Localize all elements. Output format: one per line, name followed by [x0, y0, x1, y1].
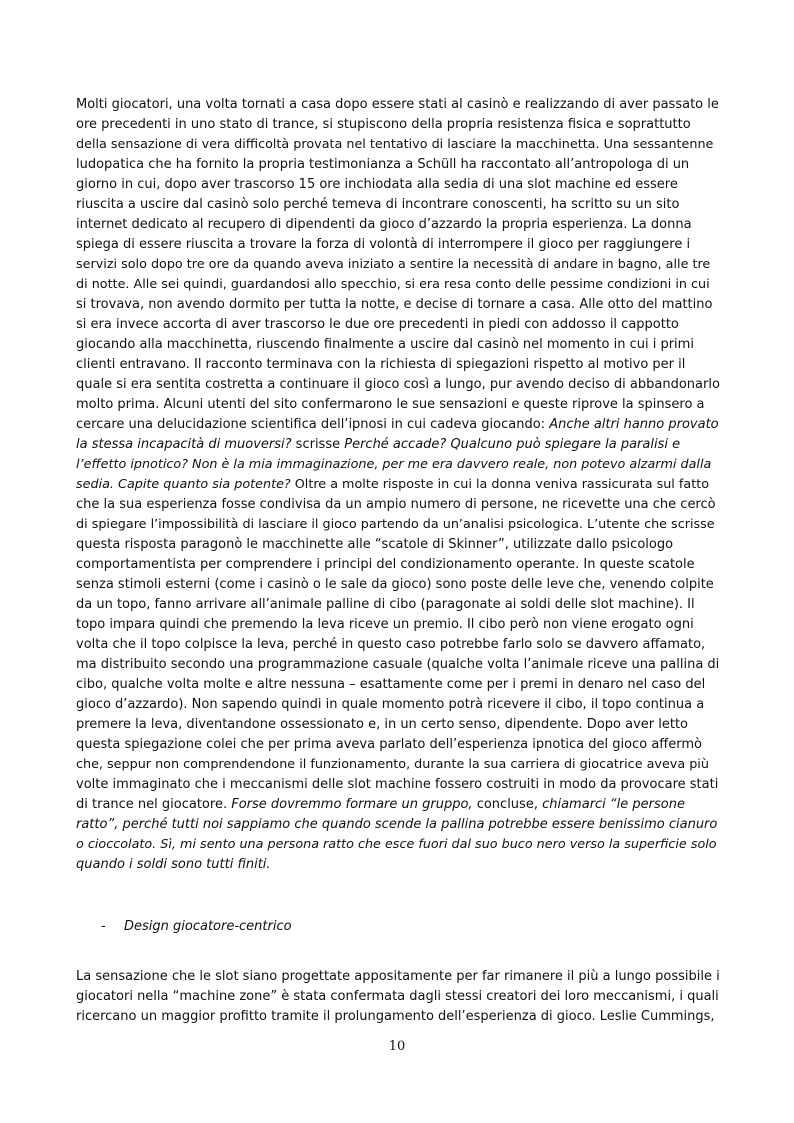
text-run: Oltre a molte risposte in cui la donna veniva rassicurata sul fatto [290, 477, 710, 492]
body-paragraph-2 [76, 967, 720, 1027]
text-run: cercare una delucidazione scientifica dell’ipnosi in cui cadeva giocando: [76, 417, 550, 432]
body-paragraph-1 [76, 95, 720, 875]
text-line: questa risposta paragonò le macchinette alle “scatole di Skinner”, utilizzate dallo psicologo [76, 537, 674, 552]
text-line: di notte. Alle sei quindi, guardandosi allo specchio, si era resa conto delle pessime condizioni in cui [76, 277, 710, 292]
text-line: da un topo, fanno arrivare all’animale palline di cibo (paragonate ai soldi delle slot machine). Il [76, 597, 695, 612]
quote-run: ratto”, perché tutti noi sappiamo che quando scende la pallina potrebbe essere benissimo cianuro [76, 817, 718, 832]
text-line: comportamentista per comprendere i principi del condizionamento operante. In queste scatole [76, 557, 695, 572]
text-line: internet dedicato al recupero di dipendenti da gioco d’azzardo la propria esperienza. La donna [76, 217, 692, 232]
text-line: di spiegare l’impossibilità di lasciare il gioco partendo da un’analisi psicologica. L’utente che scrisse [76, 517, 715, 532]
section-heading-text: Design giocatore-centrico [124, 919, 292, 934]
section-heading [101, 917, 292, 937]
quote-run: l’effetto ipnotico? Non è la mia immaginazione, per me era davvero reale, non potevo alzarmi dalla [76, 457, 712, 472]
quote-run: sedia. Capite quanto sia potente? [76, 477, 291, 492]
text-line: che la sua esperienza fosse condivisa da un ampio numero di persone, ne ricevette una che cercò [76, 497, 716, 512]
text-line: Molti giocatori, una volta tornati a casa dopo essere stati al casinò e realizzando di aver passato le [76, 97, 719, 112]
text-line: quale si era sentita costretta a continuare il gioco così a lungo, pur avendo deciso di abbandonarlo [76, 377, 720, 392]
quote-run: o cioccolato. Sì, mi sento una persona ratto che esce fuori dal suo buco nero verso la superficie solo [76, 837, 717, 852]
text-line [76, 415, 720, 435]
text-line [76, 815, 720, 835]
text-line: ore precedenti in uno stato di trance, si stupiscono della propria resistenza fisica e soprattutto [76, 117, 691, 132]
text-line: si era invece accorta di aver trascorso le due ore precedenti in piedi con addosso il cappotto [76, 317, 679, 332]
text-line: molto prima. Alcuni utenti del sito confermarono le sue sensazioni e queste riprove la spinsero a [76, 397, 705, 412]
text-line [76, 455, 720, 475]
text-run: scrisse [291, 437, 345, 452]
quote-run: Perché accade? Qualcuno può spiegare la paralisi e [344, 437, 681, 452]
text-line: premere la leva, diventandone ossessionato e, in un certo senso, dipendente. Dopo aver letto [76, 717, 689, 732]
list-bullet: - [101, 919, 106, 934]
text-line: senza stimoli esterni (come i casinò o le sale da gioco) sono poste delle leve che, venendo colpite [76, 577, 714, 592]
text-line: clienti entravano. Il racconto terminava con la richiesta di spiegazioni rispetto al motivo per il [76, 357, 686, 372]
text-line: giorno in cui, dopo aver trascorso 15 ore inchiodata alla sedia di una slot machine ed essere [76, 177, 678, 192]
text-line: giocando alla macchinetta, riuscendo finalmente a uscire dal casinò nel momento in cui i primi [76, 337, 694, 352]
text-line [76, 795, 720, 815]
quote-run: Forse dovremmo formare un gruppo, [231, 797, 473, 812]
text-line: ludopatica che ha fornito la propria testimonianza a Schüll ha raccontato all’antropologa di un [76, 157, 690, 172]
text-line: della sensazione di vera difficoltà provata nel tentativo di lasciare la macchinetta. Una sessantenne [76, 137, 714, 152]
text-line: che, seppur non comprendendone il funzionamento, durante la sua carriera di giocatrice aveva più [76, 757, 709, 772]
text-line: volta che il topo colpisce la leva, perché in questo caso potrebbe farlo solo se davvero affamato, [76, 637, 706, 652]
text-line [76, 475, 720, 495]
quote-run: Anche altri hanno provato [549, 417, 719, 432]
text-line: giocatori nella “machine zone” è stata confermata dagli stessi creatori dei loro meccanismi, i quali [76, 989, 719, 1004]
text-run: concluse, [472, 797, 543, 812]
page-number: 10 [388, 1039, 406, 1054]
text-line: spiega di essere riuscita a trovare la forza di volontà di interrompere il gioco per raggiungere i [76, 237, 691, 252]
text-line: ricercano un maggior profitto tramite il prolungamento dell’esperienza di gioco. Leslie Cummings, [76, 1009, 715, 1024]
quote-run: quando i soldi sono tutti finiti. [76, 857, 271, 872]
text-line [76, 855, 720, 875]
text-line: cibo, qualche volta molte e altre nessuna – esattamente come per i premi in denaro nel caso del [76, 677, 706, 692]
text-line: La sensazione che le slot siano progettate appositamente per far rimanere il più a lungo possibile i [76, 969, 720, 984]
text-line: servizi solo dopo tre ore da quando aveva iniziato a sentire la necessità di andare in bagno, alle tre [76, 257, 711, 272]
text-line: topo impara quindi che premendo la leva riceve un premio. Il cibo però non viene erogato ogni [76, 617, 694, 632]
text-line: riuscita a uscire dal casinò solo perché temeva di incontrare conoscenti, ha scritto su un sito [76, 197, 680, 212]
quote-run: la stessa incapacità di muoversi? [76, 437, 292, 452]
text-line: si trovava, non avendo dormito per tutta la notte, e decise di tornare a casa. Alle otto del mattino [76, 297, 713, 312]
text-run: di trance nel giocatore. [76, 797, 232, 812]
text-line: gioco d’azzardo). Non sapendo quindi in quale momento potrà ricevere il cibo, il topo continua a [76, 697, 705, 712]
quote-run: chiamarci “le persone [542, 797, 685, 812]
text-line: questa spiegazione colei che per prima aveva parlato dell’esperienza ipnotica del gioco affermò [76, 737, 702, 752]
text-line [76, 435, 720, 455]
text-line [76, 835, 720, 855]
text-line: volte immaginato che i meccanismi delle slot machine fossero costruiti in modo da provocare stati [76, 777, 719, 792]
text-line: ma distribuito secondo una programmazione casuale (qualche volta l’animale riceve una pallina di [76, 657, 720, 672]
